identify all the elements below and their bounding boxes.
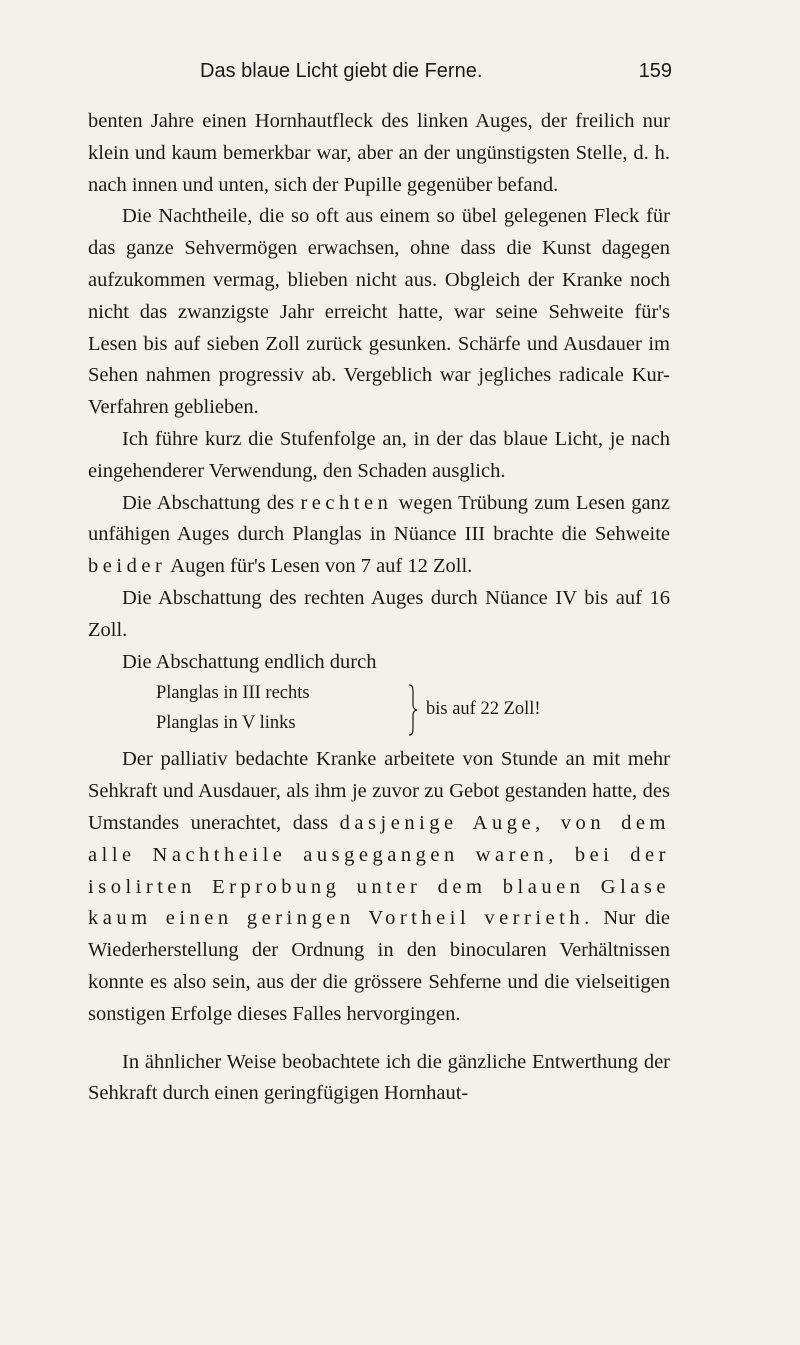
paragraph-5: Die Abschattung des rechten Auges durch Nüance IV bis auf 16 Zoll.	[88, 586, 670, 641]
paragraph-2: Die Nachtheile, die so oft aus einem so übel gelegenen Fleck für das ganze Sehvermögen erwachsen, ohne dass die Kunst dagegen aufzukommen vermag, blieben nicht aus. Obgleich der Kranke noch nicht das zwanzigste Jahr erreicht hatte, war seine Sehweite für's Lesen bis auf sieben Zoll zurück gesunken. Schärfe und Ausdauer im Sehen nahmen progressiv ab. Vergeblich war jegliches radicale Kur-Verfahren geblieben.	[88, 205, 670, 419]
paragraph-3: Ich führe kurz die Stufenfolge an, in der das blaue Licht, je nach eingehenderer Verwendung, den Schaden ausglich.	[88, 427, 670, 482]
paragraph-1: benten Jahre einen Hornhautfleck des linken Auges, der freilich nur klein und kaum bemerkbar war, aber an der ungünstigsten Stelle, d. h. nach innen und unten, sich der Pupille gegenüber befand.	[88, 110, 670, 196]
paragraph-4	[88, 488, 670, 583]
curly-brace-icon	[408, 684, 418, 736]
body-text	[88, 106, 670, 1110]
paragraph-7-text-c: Nur die Wiederherstellung der Ordnung in den binocularen Verhältnissen konnte es also sein, aus der die grössere Sehferne und die vielseitigen sonstigen Erfolge dieses Falles hervorgingen.	[88, 907, 670, 1025]
paragraph-8: In ähnlicher Weise beobachtete ich die gänzliche Entwerthung der Sehkraft durch einen geringfügigen Hornhaut-	[88, 1050, 670, 1105]
paragraph-6: Die Abschattung endlich durch	[122, 650, 377, 673]
paragraph-4-text-e: Augen für's Lesen von 7 auf 12 Zoll.	[166, 555, 473, 578]
emphasis-beider: beider	[88, 555, 167, 578]
brace-block	[156, 678, 670, 744]
running-title: Das blaue Licht giebt die Ferne.	[200, 60, 483, 82]
paragraph-7-text-a: Der palliativ bedachte Kranke arbeitete von Stunde an mit mehr Sehkraft und Ausdauer, als ihm je zuvor zu Gebot gestanden hatte, des Umstandes unerachtet, dass	[88, 748, 670, 834]
brace-line-2: Planglas in V links	[156, 713, 296, 734]
emphasis-passage: dasjenige Auge, von dem alle Nachtheile ausgegangen waren, bei der isolirten Erprobung unter dem blauen Glase kaum einen geringen Vortheil verrieth.	[88, 811, 670, 930]
paragraph-7	[88, 744, 670, 1030]
paragraph-4-text-a: Die Abschattung des	[122, 491, 301, 514]
brace-result: bis auf 22 Zoll!	[426, 699, 541, 720]
page-number: 159	[638, 60, 672, 82]
running-head	[200, 60, 672, 90]
paragraph-4-text-c: wegen Trübung zum Lesen ganz unfähigen Auges durch Planglas in Nüance III brachte die Sehweite	[88, 491, 671, 546]
emphasis-rechten: rechten	[300, 491, 393, 514]
brace-line-1: Planglas in III rechts	[156, 683, 310, 704]
